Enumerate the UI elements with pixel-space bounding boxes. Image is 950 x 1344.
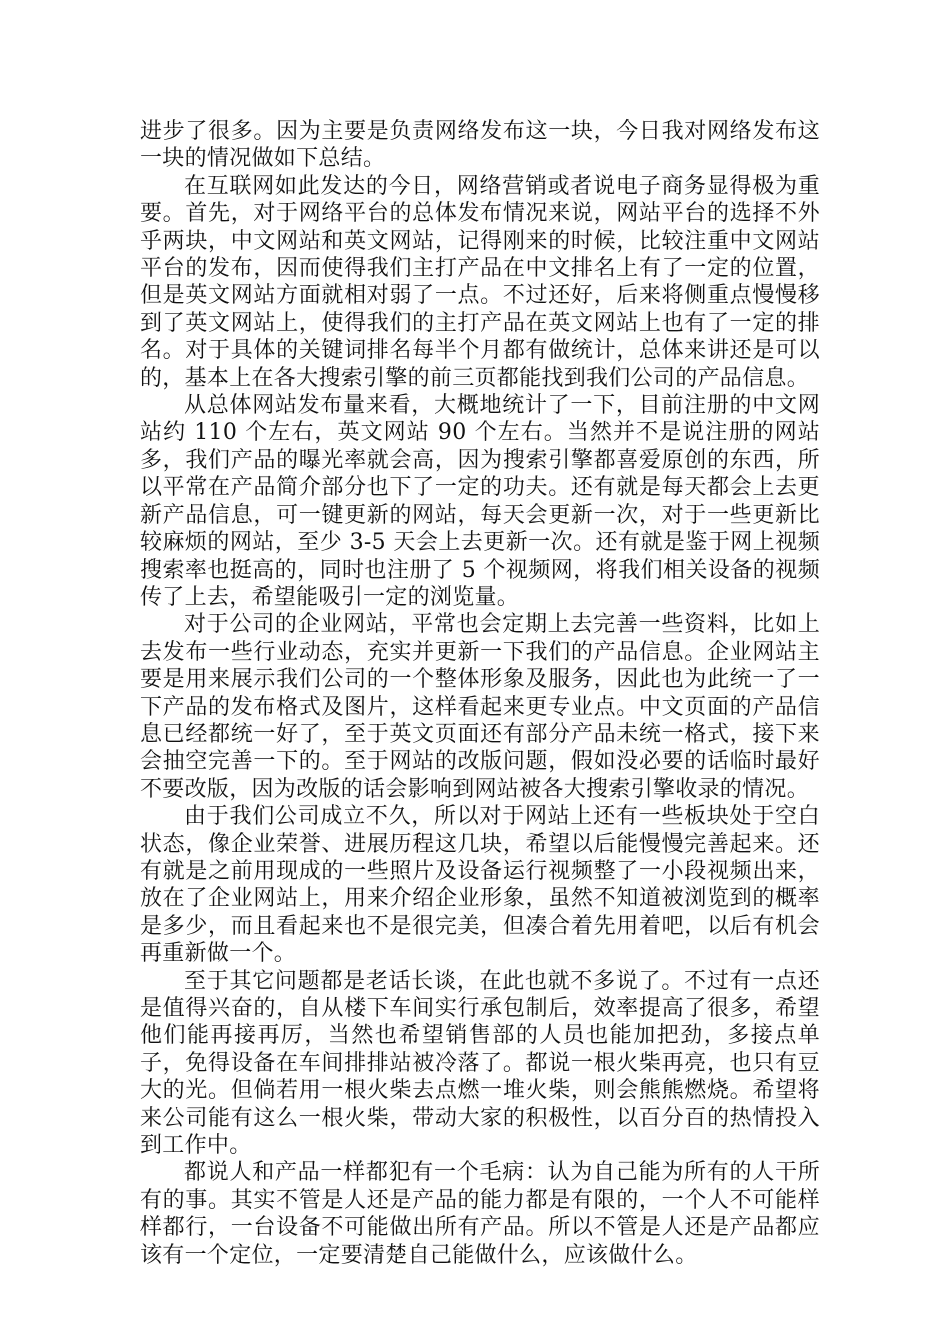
paragraph-6: 至于其它问题都是老话长谈，在此也就不多说了。不过有一点还是值得兴奋的，自从楼下车间实行承包制后，效率提高了很多，希望他们能再接再厉，当然也希望销售部的人员也能加把劲，多接点单子，免得设备在车间排排站被冷落了。都说一根火柴再亮，也只有豆大的光。但倘若用一根火柴去点燃一堆火柴，则会熊熊燃烧。希望将来公司能有这么一根火柴，带动大家的积极性，以百分百的热情投入到工作中。 bbox=[140, 968, 820, 1159]
paragraph-3: 从总体网站发布量来看，大概地统计了一下，目前注册的中文网站约 110 个左右，英文网站 90 个左右。当然并不是说注册的网站多，我们产品的曝光率就会高，因为搜索引擎都喜爱原创的东西，所以平常在产品简介部分也下了一定的功夫。还有就是每天都会上去更新产品信息，可一键更新的网站，每天会更新一次，对于一些更新比较麻烦的网站，至少 3-5 天会上去更新一次。还有就是鉴于网上视频搜索率也挺高的，同时也注册了 5 个视频网，将我们相关设备的视频传了上去，希望能吸引一定的浏览量。 bbox=[140, 393, 820, 610]
paragraph-4: 对于公司的企业网站，平常也会定期上去完善一些资料，比如上去发布一些行业动态，充实并更新一下我们的产品信息。企业网站主要是用来展示我们公司的一个整体形象及服务，因此也为此统一了一下产品的发布格式及图片，这样看起来更专业点。中文页面的产品信息已经都统一好了，至于英文页面还有部分产品未统一格式，接下来会抽空完善一下的。至于网站的改版问题，假如没必要的话临时最好不要改版，因为改版的话会影响到网站被各大搜索引擎收录的情况。 bbox=[140, 612, 820, 802]
paragraph-1: 进步了很多。因为主要是负责网络发布这一块，今日我对网络发布这一块的情况做如下总结。 bbox=[140, 119, 820, 172]
paragraph-2: 在互联网如此发达的今日，网络营销或者说电子商务显得极为重要。首先，对于网络平台的总体发布情况来说，网站平台的选择不外乎两块，中文网站和英文网站，记得刚来的时候，比较注重中文网站平台的发布，因而使得我们主打产品在中文排名上有了一定的位置，但是英文网站方面就相对弱了一点。不过还好，后来将侧重点慢慢移到了英文网站上，使得我们的主打产品在英文网站上也有了一定的排名。对于具体的关键词排名每半个月都有做统计，总体来讲还是可以的，基本上在各大搜索引擎的前三页都能找到我们公司的产品信息。 bbox=[140, 173, 820, 391]
paragraph-5: 由于我们公司成立不久，所以对于网站上还有一些板块处于空白状态，像企业荣誉、进展历程这几块，希望以后能慢慢完善起来。还有就是之前用现成的一些照片及设备运行视频整了一小段视频出来，放在了企业网站上，用来介绍企业形象，虽然不知道被浏览到的概率是多少，而且看起来也不是很完美，但凑合着先用着吧，以后有机会再重新做一个。 bbox=[140, 804, 820, 967]
document-body bbox=[140, 118, 820, 1269]
paragraph-7: 都说人和产品一样都犯有一个毛病：认为自己能为所有的人干所有的事。其实不管是人还是产品的能力都是有限的，一个人不可能样样都行，一台设备不可能做出所有产品。所以不管是人还是产品都应该有一个定位，一定要清楚自己能做什么，应该做什么。 bbox=[140, 1160, 820, 1268]
